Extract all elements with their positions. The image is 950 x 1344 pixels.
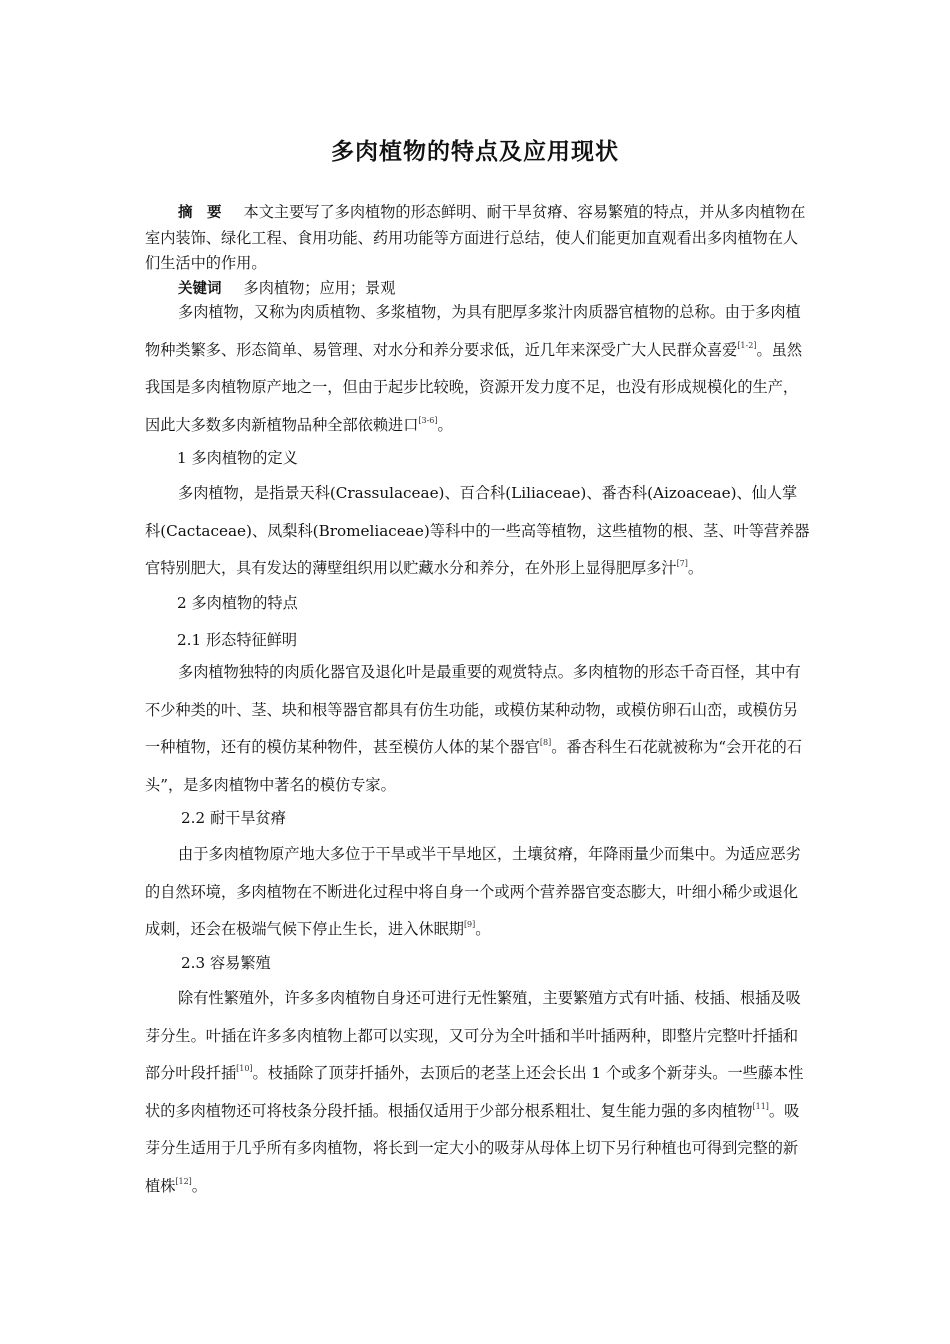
section-1-heading: 1 多肉植物的定义 xyxy=(177,449,298,467)
section-2-1-text-2: 。番杏科生石花就被称为“会开花的石头”，是多肉植物中著名的模仿专家。 xyxy=(145,738,802,794)
citation: [9] xyxy=(463,920,476,929)
section-2-3-heading: 2.3 容易繁殖 xyxy=(181,954,271,972)
section-2-heading: 2 多肉植物的特点 xyxy=(177,594,298,612)
section-2-2-text-2: 。 xyxy=(475,920,491,938)
section-2-1-heading: 2.1 形态特征鲜明 xyxy=(177,631,298,649)
paper-title: 多肉植物的特点及应用现状 xyxy=(331,139,619,165)
intro-text-2: 。虽然我国是多肉植物原产地之一，但由于起步比较晚，资源开发力度不足，也没有形成规模化的生产，因此大多数多肉新植物品种全部依赖进口 xyxy=(145,340,802,434)
citation: [8] xyxy=(539,738,552,747)
abstract-text: 本文主要写了多肉植物的形态鲜明、耐干旱贫瘠、容易繁殖的特点，并从多肉植物在室内装饰、绿化工程、食用功能、药用功能等方面进行总结，使人们能更加直观看出多肉植物在人们生活中的作用。 xyxy=(145,203,806,272)
citation: [1-2] xyxy=(737,340,757,350)
citation: [12] xyxy=(175,1176,192,1186)
intro-text-3: 。 xyxy=(437,415,453,434)
section-1-text-1: 多肉植物，是指景天科(Crassulaceae)、百合科(Liliaceae)、番杏科(Aizoaceae)、仙人掌科(Cactaceae)、凤梨科(Bromeliaceae)等科中的一些高等植物，这些植物的根、茎、叶等营养器官特别肥大，具有发达的薄壁组织用以贮藏水分和养分，在外形上显得肥厚多汁 xyxy=(145,484,810,577)
section-2-3-text-4: 。 xyxy=(191,1176,207,1195)
section-2-3-text-1: 除有性繁殖外，许多多肉植物自身还可进行无性繁殖，主要繁殖方式有叶插、枝插、根插及吸芽分生。叶插在许多多肉植物上都可以实现，又可分为全叶插和半叶插两种，即整片完整叶扦插和部分叶段扦插 xyxy=(145,989,801,1082)
section-1-paragraph xyxy=(145,475,810,588)
citation: [10] xyxy=(236,1064,253,1073)
citation: [3-6] xyxy=(418,415,438,425)
section-2-1-text-1: 多肉植物独特的肉质化器官及退化叶是最重要的观赏特点。多肉植物的形态千奇百怪，其中有不少种类的叶、茎、块和根等器官都具有仿生功能，或模仿某种动物，或模仿卵石山峦，或模仿另一种植物，还有的模仿某种物件，甚至模仿人体的某个器官 xyxy=(145,663,801,756)
section-2-2-paragraph xyxy=(145,836,810,949)
citation: [7] xyxy=(676,559,688,568)
section-2-3-text-2: 。枝插除了顶芽扦插外，去顶后的老茎上还会长出 1 个或多个新芽头。一些藤本性状的多肉植物还可将枝条分段扦插。根插仅适用于少部分根系粗壮、复生能力强的多肉植物 xyxy=(145,1064,804,1120)
keywords-text: 多肉植物；应用；景观 xyxy=(243,279,396,297)
section-2-1-paragraph xyxy=(145,654,810,804)
intro-paragraph xyxy=(145,294,810,444)
section-1-text-2: 。 xyxy=(687,559,704,577)
intro-text-1: 多肉植物，又称为肉质植物、多浆植物，为具有肥厚多浆汁肉质器官植物的总称。由于多肉植物种类繁多、形态简单、易管理、对水分和养分要求低，近几年来深受广大人民群众喜爱 xyxy=(145,303,801,359)
section-2-2-text-1: 由于多肉植物原产地大多位于干旱或半干旱地区，土壤贫瘠，年降雨量少而集中。为适应恶劣的自然环境，多肉植物在不断进化过程中将自身一个或两个营养器官变态膨大，叶细小稀少或退化成刺，还会在极端气候下停止生长，进入休眠期 xyxy=(145,845,801,938)
abstract-label: 摘 要 xyxy=(178,205,222,221)
citation: [11] xyxy=(752,1101,769,1111)
section-2-3-paragraph xyxy=(145,980,810,1205)
keywords-label: 关键词 xyxy=(178,281,222,297)
section-2-3-text-3: 。吸芽分生适用于几乎所有多肉植物，将长到一定大小的吸芽从母体上切下另行种植也可得到完整的新植株 xyxy=(145,1101,800,1195)
abstract-paragraph xyxy=(145,200,810,276)
section-2-2-heading: 2.2 耐干旱贫瘠 xyxy=(181,809,286,827)
